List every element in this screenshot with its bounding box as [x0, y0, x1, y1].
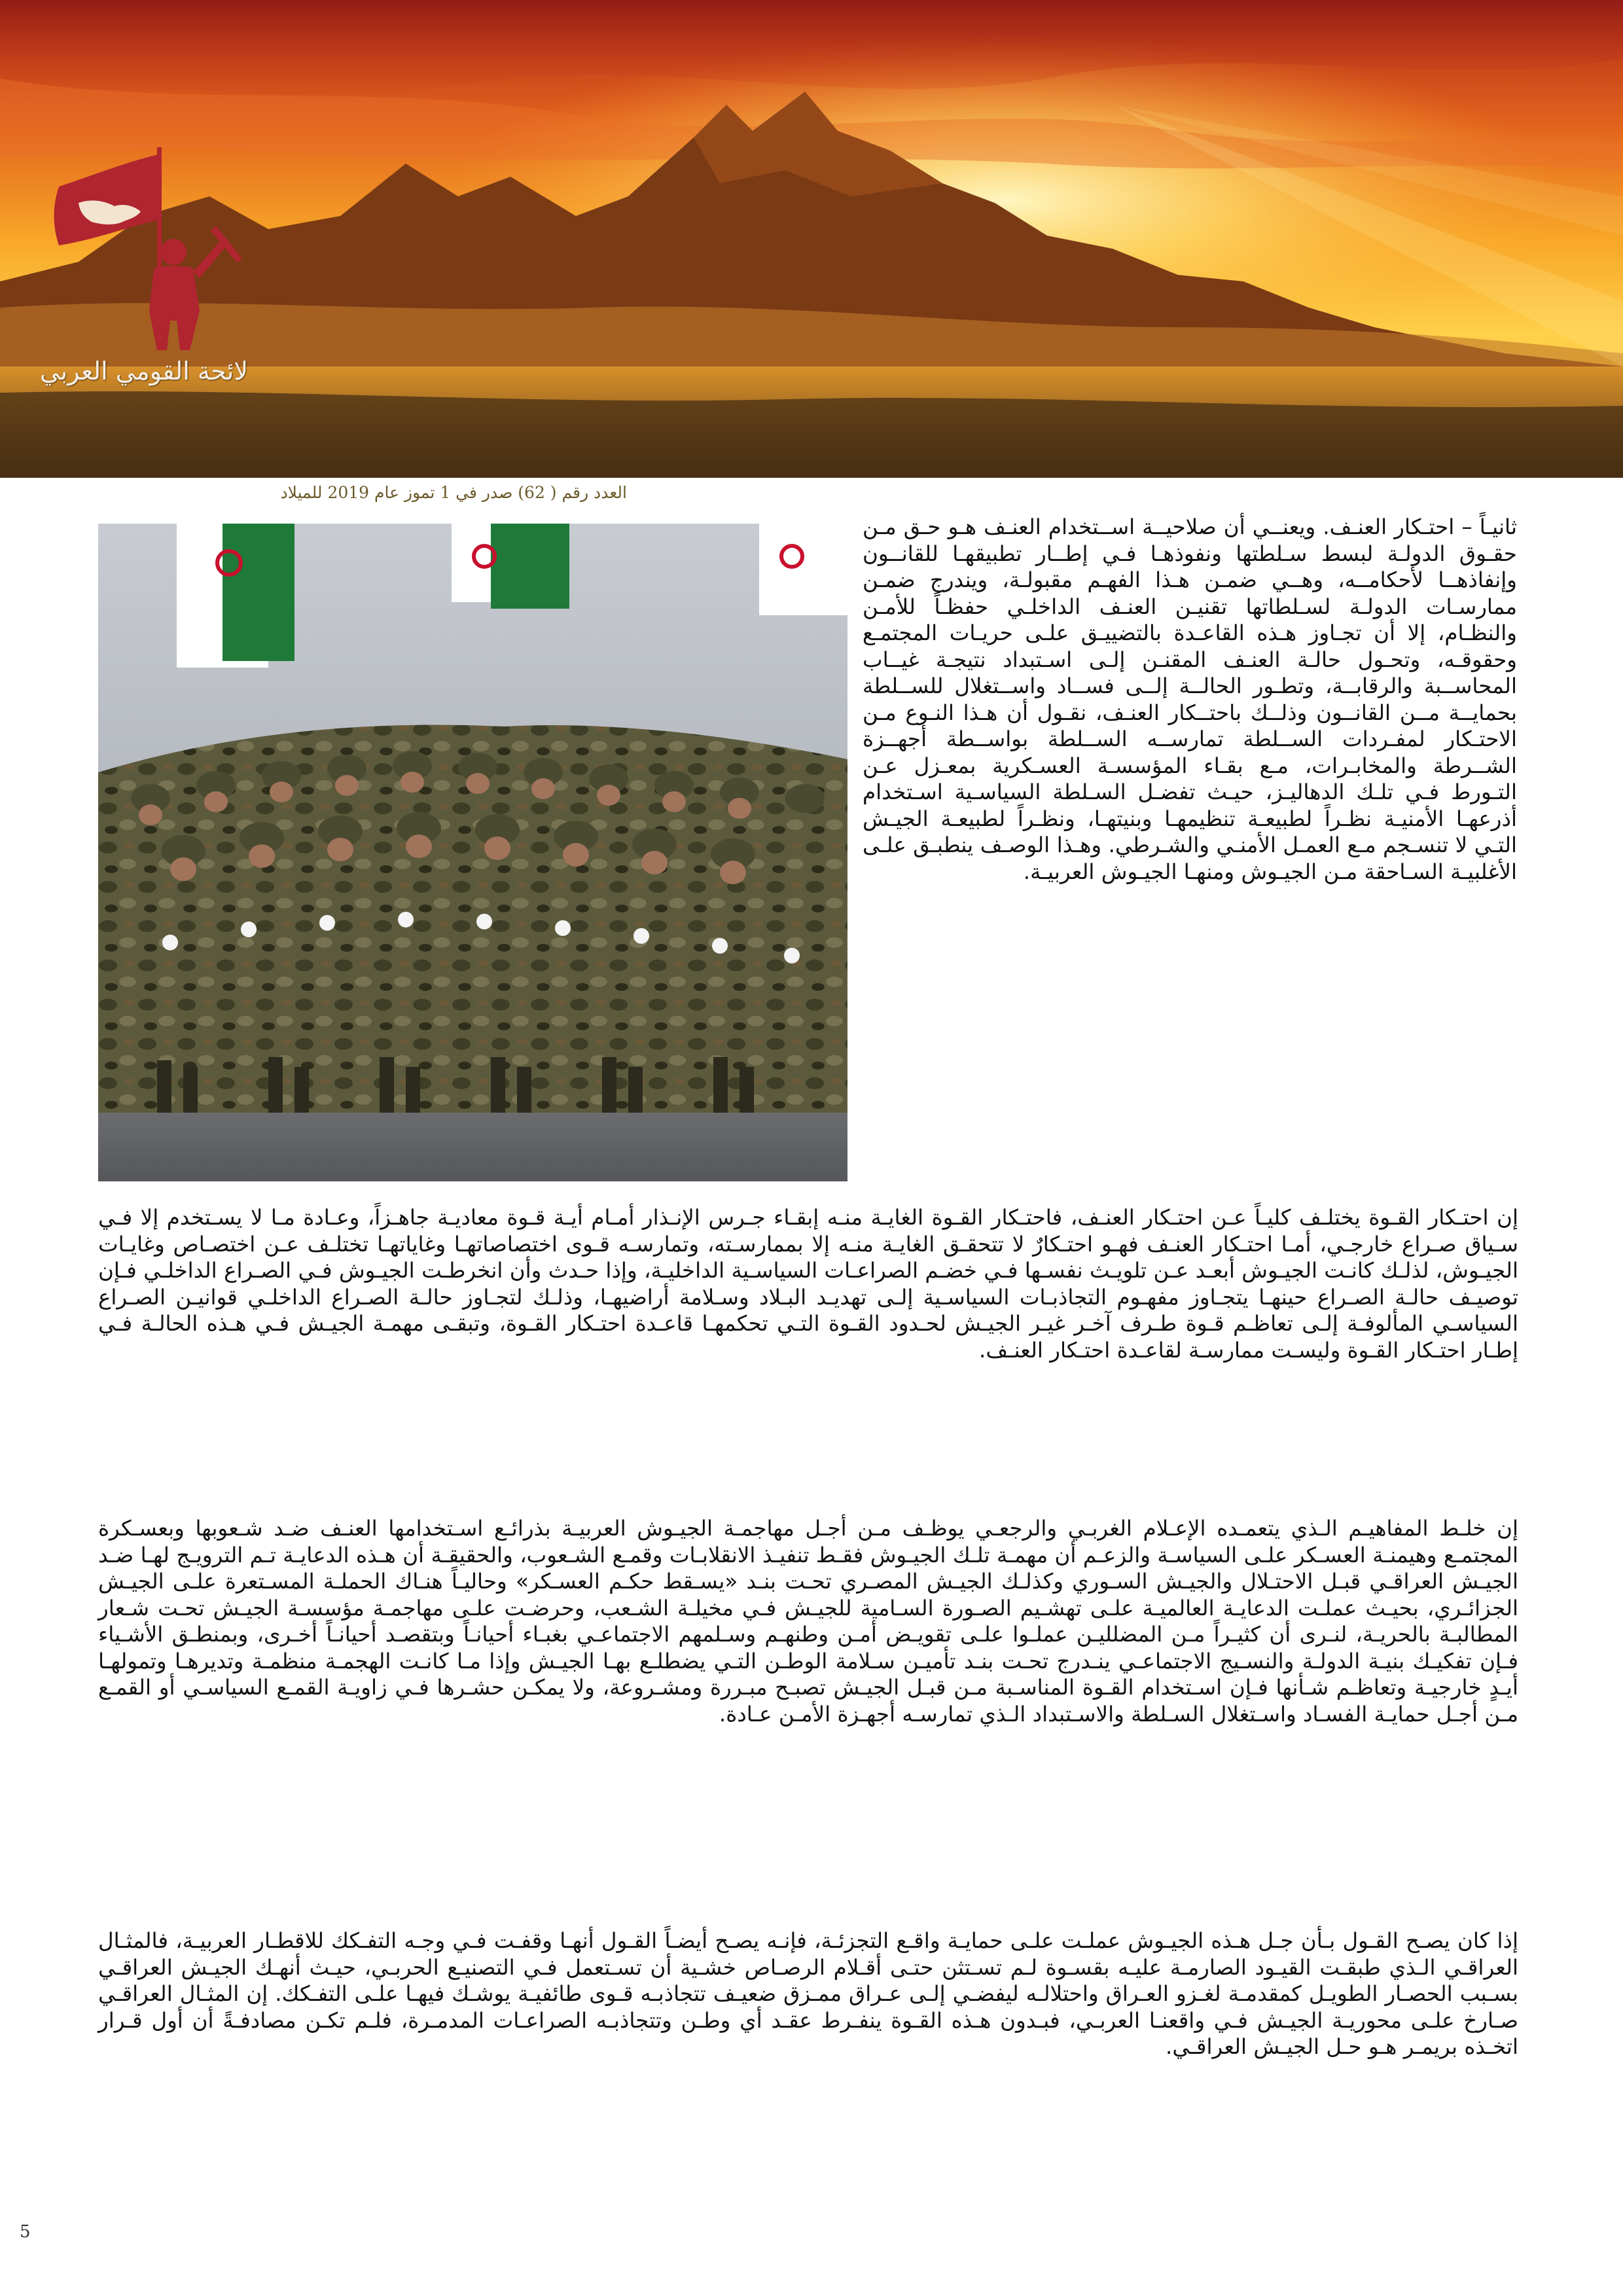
- article-paragraph-1: إن احتـكار القـوة يختلـف كليـاً عـن احتـكار العنـف، فاحتـكار القـوة الغايـة منـه إبقـاء جـرس الإنـذار أمـام أيـة قـوة معاديـة جاهـزاً، وعـادة مـا لا يسـتخدم إلا فـي سـياق صـراع خارجـي، أمـا احتـكار العنـف فهـو احتـكارٌ لا تتحقـق الغايـة منـه إلا بممارسـته، وتمارسـه قـوى اختصاصاتهـا وغاياتهـا تختلـف عـن اختصـاص وغايـات الجيـوش، لذلـك كانـت الجيـوش أبعـد عـن تلويـث نفسـها فـي خضـم الصراعـات السياسـية الداخليـة، وإذا حـدث وأن انخرطـت الجيـوش فـي الصـراع الداخلـي فـإن توصيـف حالـة الصـراع حينهـا يتجـاوز مفهـوم التجاذبـات السياسـية إلـى تهديـد البـلاد وسـلامة أراضيهـا، وذلـك لتجـاوز حالـة الصـراع الداخلـي قوانيـن الصـراع السياسـي المألوفـة إلـى تعاظـم قـوة طـرف آخـر غيـر الجيـش لحـدود القـوة التـي تحكمهـا قاعـدة احتـكار القـوة، وتبقـى مهمـة الجيـش فـي هـذه الحالـة فـي إطـار احتـكار القـوة وليسـت ممارسـة لقاعـدة احتـكار العنـف.: [98, 1205, 1518, 1363]
- article-paragraph-2: إن خلـط المفاهيـم الـذي يتعمـده الإعـلام الغربـي والرجعـي يوظـف مـن أجـل مهاجمـة الجيـوش العربيـة بذرائـع اسـتخدامها العنـف ضـد شـعوبها وبعسـكرة المجتمـع وهيمنـة العسـكر علـى السياسـة والزعـم أن مهمـة تلـك الجيـوش فقـط تنفيـذ الانقلابـات وقمـع الشـعوب، والحقيقـة أن هـذه الدعايـة تـم الترويـج لهـا ضـد الجيـش العراقـي قبـل الاحتـلال والجيـش السـوري وكذلـك الجيـش المصـري تحـت بنـد «يسـقط حكـم العسـكر» وحاليـاً هنـاك الحملـة المسـتعرة علـى الجيـش الجزائـري، بحيـث عملـت الدعايـة العالميـة علـى تهشـيم الصـورة السـامية للجيـش فـي مخيلـة الشـعب، وحرضـت علـى مهاجمـة مؤسسـة الجيـش تحـت شـعار المطالبـة بالحريـة، لنـرى أن كثيـراً مـن المضلليـن عملـوا علـى تقويـض أمـن وطنهـم وسـلمهم الاجتماعـي بغبـاء أحيانـاً وبتقصـد أحيانـاً أخـرى، وبمنطـق الأشـياء فـإن تفكيـك بنيـة الدولـة والنسـيج الاجتماعـي ينـدرج تحـت بنـد تأميـن سـلامة الوطـن التـي يضطلـع بهـا الجيـش وإذا مـا كانـت الهجمـة منظمـة وتديرهـا وتمولهـا أيـدٍ خارجيـة وتعاظـم شـأنها فـإن اسـتخدام القـوة المناسـبة مـن قبـل الجيـش تصبـح مبـررة ومشـروعة، ولا يمكـن حشـرها فـي زاويـة القمـع السياسـي أو القمـع مـن أجـل حمايـة الفسـاد واسـتغلال السـلطة والاسـتبداد الـذي تمارسـه أجهـزة الأمـن عـادة.: [98, 1516, 1518, 1727]
- flag-bearer-emblem-icon: [20, 141, 268, 350]
- logo-caption: لائحة القومي العربي: [39, 357, 248, 386]
- soldiers-parade-photo: [98, 524, 847, 1181]
- page-number: 5: [20, 2222, 31, 2242]
- article-paragraph-3: إذا كان يصـح القـول بـأن جـل هـذه الجيـوش عملـت علـى حمايـة واقـع التجزئـة، فإنـه يصـح أيضـاً القـول أنهـا وقفـت فـي وجـه التفـكك للاقطـار العربيـة، فالمثـال العراقـي الـذي طبقـت القيـود الصارمـة عليـه بقسـوة لـم تسـتثن حتـى أقـلام الرصـاص خشـية أن تسـتعمل فـي التصنيـع الحربـي، حيـث أنهـك الجيـش العراقـي بسـبب الحصـار الطويـل كمقدمـة لغـزو العـراق واحتلالـه ليفضـي إلـى عـراق ممـزق ضعيـف تتجاذبـه قـوى طائفيـة يوشـك فيهـا علـى التفـكك. إن المثـال العراقـي صـارخ علـى محوريـة الجيـش فـي واقعنـا العربـي، فبـدون هـذه القـوة ينفـرط عقـد أي وطـن وتتجاذبـه الصراعـات المدمـرة، فلـم تكـن مصادفـةً أن أول قـرار اتخـذه بريمـر هـو حـل الجيـش العراقـي.: [98, 1928, 1518, 2059]
- issue-line: العدد رقم ( 62) صدر في 1 تموز عام 2019 للميلاد: [280, 483, 627, 502]
- header-banner: [0, 0, 1623, 478]
- logo-emblem: [20, 141, 268, 416]
- article-intro-paragraph: ثانيـاً – احتـكار العنـف. ويعنــي أن صلاحيــة اســتخدام العنـف هـو حـق مـن حقـوق الدولـة لبسط سـلطتها ونفوذهـا فـي إطــار تطبيقهـا للقانــون وإنفاذهــا لأحكامــه، وهــي ضمـن هـذا الفهـم مقبولـة، ويندرج ضمـن ممارسـات الدولـة لسـلطاتها تقنيـن العنـف الداخلـي حفظـاً للأمـن والنظـام، إلا أن تجـاوز هـذه القاعـدة بالتضييـق علـى حريـات المجتمـع وحقوقـه، وتحـول حالـة العنـف المقنـن إلـى اسـتبداد نتيجـة غيــاب المحاســبة والرقابــة، وتطـور الحالــة إلــى فســاد واســتغلال للســلطة بحمايــة مــن القانــون وذلــك باحتــكار العنـف، نقـول أن هـذا النـوع مـن الاحتـكار لمفـردات الســلطة تمارســه الســلطة بواســطة أجهــزة الشــرطة والمخابـرات، مـع بقـاء المؤسسـة العسـكرية بمعـزل عـن التـورط فـي تلـك الدهاليـز، حيـث تفضـل السـلطة السياسـية اسـتخدام أذرعهـا الأمنيـة نظـراً لطبيعـة تنظيمهـا وبنيتهـا، ونظـراً لطبيعـة الجيـش التـي لا تنسـجم مـع العمـل الأمنـي والشـرطي. وهـذا الوصـف ينطبـق علـى الأغلبيـة السـاحقة مـن الجيـوش ومنهـا الجيـوش العربيـة.: [863, 514, 1517, 884]
